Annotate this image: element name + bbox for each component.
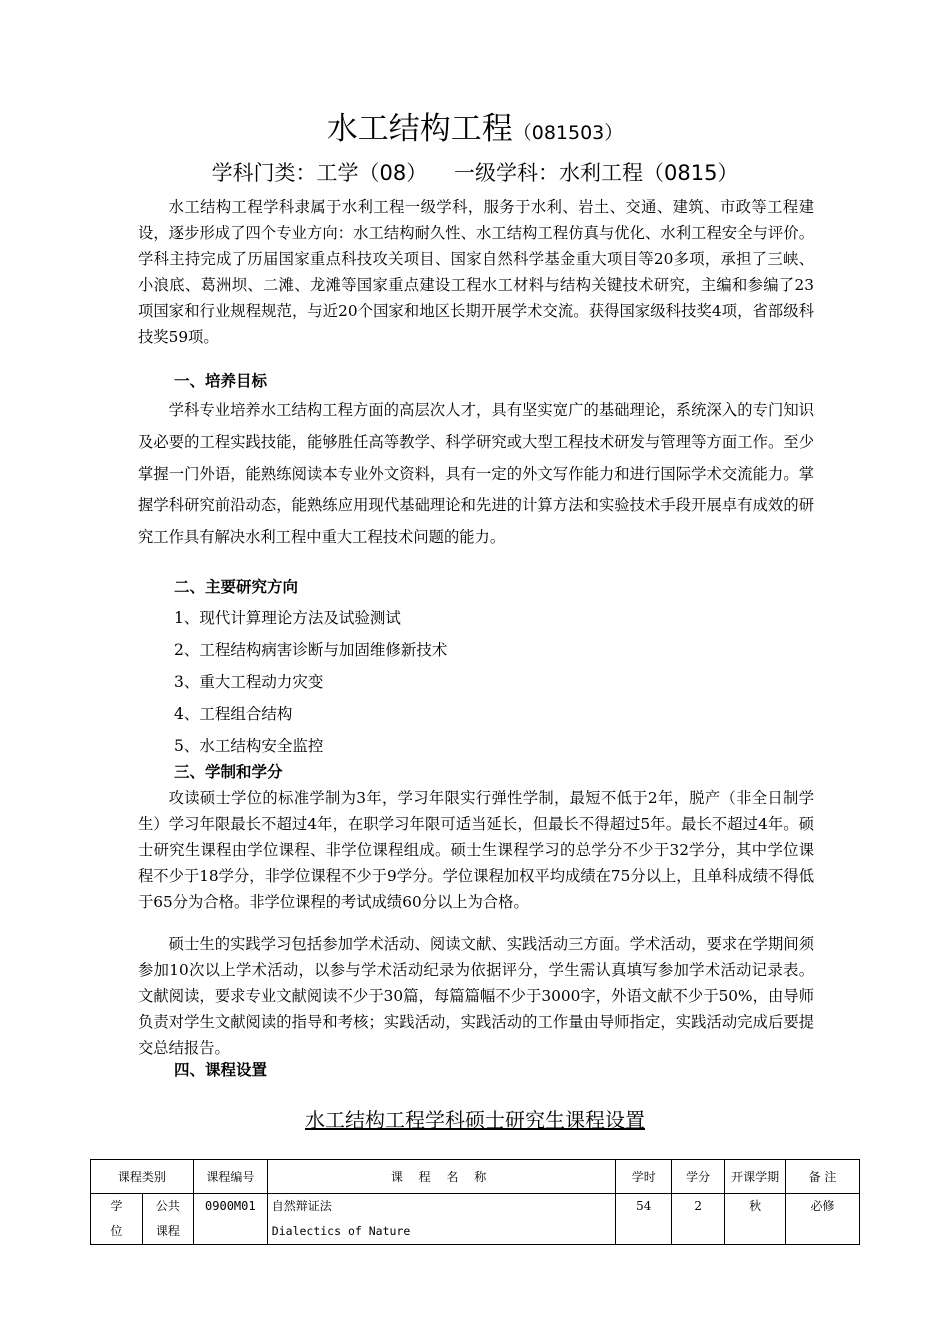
title-code: （081503）	[512, 122, 624, 144]
title-main: 水工结构工程	[326, 111, 513, 147]
header-hours: 学时	[616, 1160, 672, 1194]
credits-paragraph: 攻读硕士学位的标准学制为3年，学习年限实行弹性学制，最短不低于2年，脱产（非全日制学生）学习年限最长不超过4年，在职学习年限可适当延长，但最长不得超过5年。最长不超过4年。硕士研究生课程由学位课程、非学位课程组成。硕士生课程学习的总学分不少于32学分，其中学位课程不少于18学分，非学位课程不少于9学分。学位课程加权平均成绩在75分以上，且单科成绩不得低于65分为合格。非学位课程的考试成绩60分以上为合格。	[138, 789, 814, 911]
course-semester-cell: 秋	[725, 1194, 786, 1245]
section-heading-directions: 二、主要研究方向	[174, 578, 299, 596]
header-semester: 开课学期	[725, 1160, 786, 1194]
direction-item: 5、水工结构安全监控	[174, 737, 324, 755]
direction-item: 1、现代计算理论方法及试验测试	[174, 609, 401, 627]
course-name-cn: 自然辩证法	[271, 1199, 332, 1213]
discipline-subtitle: 学科门类：工学（08） 一级学科：水利工程（0815）	[211, 161, 739, 185]
table-row	[91, 1194, 860, 1245]
header-category: 课程类别	[91, 1160, 194, 1194]
category-a-line: 学	[110, 1199, 123, 1213]
document-title	[0, 108, 950, 154]
direction-item: 4、工程组合结构	[174, 705, 293, 723]
intro-paragraph: 水工结构工程学科隶属于水利工程一级学科，服务于水利、岩土、交通、建筑、市政等工程建设，逐步形成了四个专业方向：水工结构耐久性、水工结构工程仿真与优化、水利工程安全与评价。学科主持完成了历届国家重点科技攻关项目、国家自然科学基金重大项目等20多项，承担了三峡、小浪底、葛洲坝、二滩、龙滩等国家重点建设工程水工材料与结构关键技术研究，主编和参编了23项国家和行业规程规范，与近20个国家和地区长期开展学术交流。获得国家级科技奖4项，省部级科技奖59项。	[138, 198, 814, 346]
category-a-line: 位	[110, 1224, 123, 1238]
category-a-cell	[91, 1194, 143, 1245]
section-heading-courses: 四、课程设置	[174, 1061, 268, 1079]
header-code: 课程编号	[193, 1160, 267, 1194]
table-header-row	[91, 1160, 860, 1194]
direction-item: 3、重大工程动力灾变	[174, 673, 324, 691]
header-note: 备 注	[786, 1160, 860, 1194]
direction-item: 2、工程结构病害诊断与加固维修新技术	[174, 641, 448, 659]
course-hours-cell: 54	[616, 1194, 672, 1245]
practice-paragraph: 硕士生的实践学习包括参加学术活动、阅读文献、实践活动三方面。学术活动，要求在学期间须参加10次以上学术活动，以参与学术活动纪录为依据评分，学生需认真填写参加学术活动记录表。文献阅读，要求专业文献阅读不少于30篇，每篇篇幅不少于3000字，外语文献不少于50%，由导师负责对学生文献阅读的指导和考核；实践活动，实践活动的工作量由导师指定，实践活动完成后要提交总结报告。	[138, 935, 814, 1057]
course-credits-cell: 2	[672, 1194, 725, 1245]
course-table	[90, 1159, 860, 1245]
course-note-cell: 必修	[786, 1194, 860, 1245]
course-table-title: 水工结构工程学科硕士研究生课程设置	[305, 1108, 645, 1132]
header-credits: 学分	[672, 1160, 725, 1194]
section-heading-credits: 三、学制和学分	[174, 763, 283, 781]
category-b-line: 课程	[155, 1224, 180, 1238]
header-name: 课 程 名 称	[267, 1160, 616, 1194]
course-code-cell: 0900M01	[193, 1194, 267, 1245]
category-b-line: 公共	[155, 1199, 180, 1213]
section-heading-goals: 一、培养目标	[174, 372, 268, 390]
goals-paragraph: 学科专业培养水工结构工程方面的高层次人才，具有坚实宽广的基础理论，系统深入的专门知识及必要的工程实践技能，能够胜任高等教学、科学研究或大型工程技术研发与管理等方面工作。至少掌握一门外语，能熟练阅读本专业外文资料，具有一定的外文写作能力和进行国际学术交流能力。掌握学科研究前沿动态，能熟练应用现代基础理论和先进的计算方法和实验技术手段开展卓有成效的研究工作具有解决水利工程中重大工程技术问题的能力。	[138, 401, 814, 547]
course-name-cell	[267, 1194, 616, 1245]
category-b-cell	[142, 1194, 193, 1245]
course-name-en: Dialectics of Nature	[271, 1224, 411, 1238]
